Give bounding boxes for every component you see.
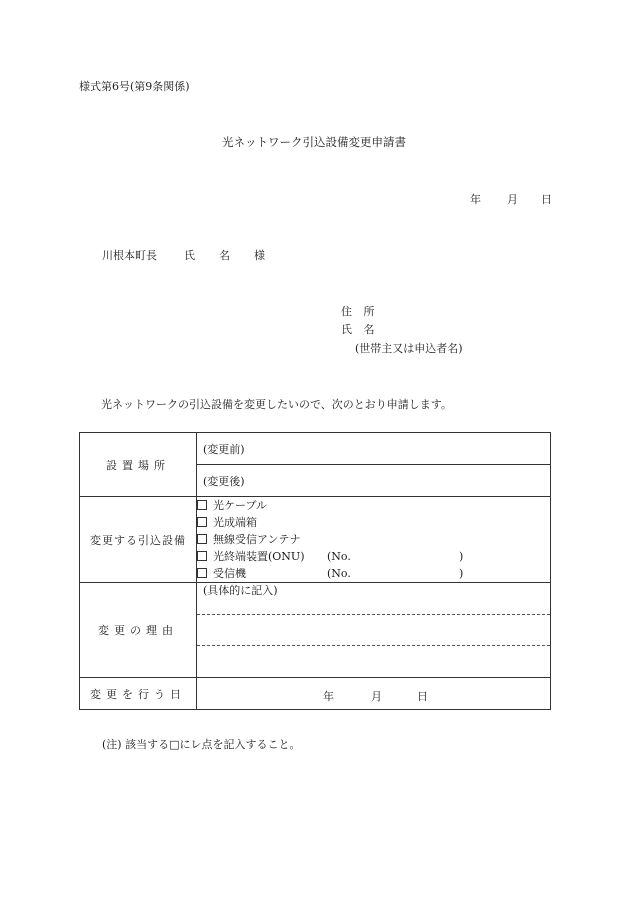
date-year-label: 年 [470,193,481,206]
serial-number-close: ) [459,550,464,563]
location-label: 設置場所 [80,433,197,497]
checkbox-icon[interactable] [197,500,207,510]
recipient-mei: 名 [219,249,230,262]
equipment-label: 変更する引込設備 [80,497,197,583]
change-date-cell[interactable] [197,678,551,710]
equipment-item[interactable] [197,565,550,582]
applicant-name-label: 氏 名 [341,323,379,336]
applicant-address-label: 住 所 [341,305,379,318]
change-date-year: 年 [323,690,334,703]
location-after-label: (変更後) [203,474,245,488]
equipment-item[interactable] [197,497,550,514]
form-number: 様式第6号(第9条関係) [79,80,190,93]
change-date-label: 変更を行う日 [80,678,197,710]
reason-label: 変更の理由 [80,583,197,678]
equipment-item[interactable] [197,514,550,531]
date-day-label: 日 [541,193,552,206]
applicant-name-note: (世帯主又は申込者名) [355,342,463,355]
checkbox-icon[interactable] [197,517,207,527]
location-after-cell[interactable] [197,465,551,497]
serial-number-label: (No. [327,567,351,580]
equipment-item-label: 受信機 [213,567,246,580]
equipment-item-label: 光終端装置(ONU) [213,550,305,563]
equipment-item[interactable] [197,531,550,548]
recipient-sama: 様 [254,249,265,262]
location-before-label: (変更前) [203,442,245,456]
form-title: 光ネットワーク引込設備変更申請書 [222,135,406,149]
equipment-item-label: 光成端箱 [213,516,257,529]
serial-number-label: (No. [327,550,351,563]
checkbox-icon[interactable] [197,551,207,561]
recipient-shi: 氏 [184,249,195,262]
reason-cell[interactable] [197,583,551,678]
reason-line[interactable] [197,646,550,677]
serial-number-close: ) [459,567,464,580]
reason-hint: (具体的に記入) [197,583,550,615]
recipient-town: 川根本町長 [102,249,157,262]
application-table [79,432,551,710]
equipment-list [197,497,551,583]
equipment-item-label: 無線受信アンテナ [213,533,301,546]
equipment-item[interactable] [197,548,550,565]
change-date-month: 月 [371,690,382,703]
equipment-item-label: 光ケーブル [213,499,268,512]
change-date-day: 日 [417,690,428,703]
footnote: (注) 該当する□にレ点を記入すること。 [102,738,301,751]
location-before-cell[interactable] [197,433,551,465]
intro-text: 光ネットワークの引込設備を変更したいので、次のとおり申請します。 [101,398,452,411]
date-month-label: 月 [507,193,518,206]
checkbox-icon[interactable] [197,568,207,578]
checkbox-icon[interactable] [197,534,207,544]
reason-line[interactable] [197,615,550,646]
